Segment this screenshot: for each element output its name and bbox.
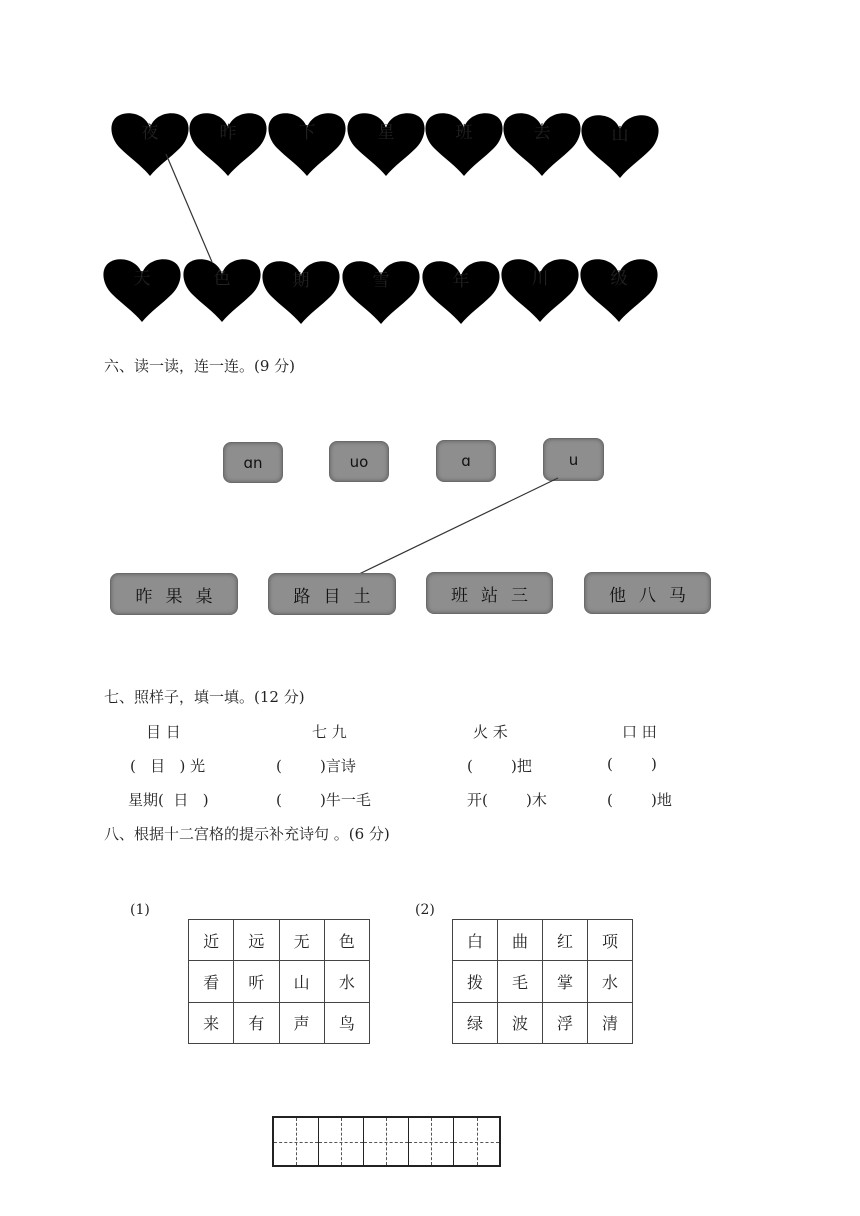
example-pair-4: 口 田 bbox=[622, 723, 657, 741]
fill-blank-2-2[interactable]: ( )牛一毛 bbox=[276, 791, 371, 809]
bottom-heart-char: 天 bbox=[133, 269, 151, 289]
grid-row bbox=[189, 961, 370, 1002]
bottom-heart-char: 雪 bbox=[372, 271, 390, 291]
bottom-heart-char: 川 bbox=[531, 269, 549, 289]
top-heart-char: 山 bbox=[611, 125, 629, 145]
grid-cell: 近 bbox=[189, 920, 234, 961]
grid1-label: (1) bbox=[130, 902, 150, 918]
grid-cell: 拨 bbox=[453, 961, 498, 1002]
grid-cell: 鸟 bbox=[324, 1002, 369, 1043]
grid-row bbox=[453, 1002, 633, 1043]
top-heart-char: 去 bbox=[533, 123, 551, 143]
grid-cell: 远 bbox=[234, 920, 279, 961]
grid-cell: 水 bbox=[588, 961, 633, 1002]
word-card-1[interactable] bbox=[110, 573, 238, 615]
tian-grid-cell[interactable] bbox=[319, 1118, 364, 1165]
grid-cell: 山 bbox=[279, 961, 324, 1002]
fill-blank-2-1[interactable]: 星期( 日 ) bbox=[128, 791, 209, 809]
grid-row bbox=[189, 1002, 370, 1043]
bottom-heart-char: 期 bbox=[292, 271, 310, 291]
word-card-4[interactable] bbox=[584, 572, 711, 614]
grid-row bbox=[189, 920, 370, 961]
grid-cell: 浮 bbox=[543, 1002, 588, 1043]
section6-title: 六、读一读，连一连。(9 分) bbox=[104, 357, 296, 375]
fill-blank-1-3[interactable]: ( )把 bbox=[467, 757, 532, 775]
fill-blank-2-3[interactable]: 开( )木 bbox=[467, 791, 547, 809]
sound-label: uo bbox=[349, 452, 369, 471]
hint-grid-1 bbox=[188, 919, 370, 1044]
grid-cell: 无 bbox=[279, 920, 324, 961]
word-card-2[interactable] bbox=[268, 573, 396, 615]
top-heart-char: 班 bbox=[455, 123, 473, 143]
fill-blank-1-1[interactable]: ( 目 ) 光 bbox=[130, 757, 206, 775]
tian-grid-cell[interactable] bbox=[409, 1118, 454, 1165]
word-group: 路目土 bbox=[293, 586, 384, 607]
grid-row bbox=[453, 961, 633, 1002]
word-group: 班站三 bbox=[451, 585, 541, 606]
fill-blank-1-4[interactable]: ( ) bbox=[607, 755, 657, 773]
sound-label: ɑn bbox=[243, 453, 263, 472]
sound-label: ɑ bbox=[461, 452, 471, 470]
grid-cell: 掌 bbox=[543, 961, 588, 1002]
word-group: 昨果桌 bbox=[135, 586, 226, 607]
example-pair-1: 目 日 bbox=[146, 723, 181, 741]
grid-cell: 项 bbox=[588, 920, 633, 961]
answer-writing-grid[interactable] bbox=[272, 1116, 501, 1167]
grid-cell: 听 bbox=[234, 961, 279, 1002]
fill-blank-1-2[interactable]: ( )言诗 bbox=[276, 757, 356, 775]
hint-grid-2 bbox=[452, 919, 633, 1044]
grid-cell: 毛 bbox=[498, 961, 543, 1002]
grid-cell: 来 bbox=[189, 1002, 234, 1043]
example-connection-line bbox=[355, 478, 558, 576]
top-heart-char: 昨 bbox=[219, 123, 237, 143]
grid-cell: 曲 bbox=[498, 920, 543, 961]
grid-cell: 有 bbox=[234, 1002, 279, 1043]
bottom-heart-char: 色 bbox=[213, 269, 231, 289]
sound-label: u bbox=[568, 450, 579, 469]
grid-row bbox=[453, 920, 633, 961]
tian-grid-cell[interactable] bbox=[274, 1118, 319, 1165]
fill-blank-2-4[interactable]: ( )地 bbox=[607, 791, 672, 809]
tian-grid-cell[interactable] bbox=[364, 1118, 409, 1165]
top-heart-char: 星 bbox=[377, 123, 395, 143]
grid-cell: 声 bbox=[279, 1002, 324, 1043]
grid-cell: 波 bbox=[498, 1002, 543, 1043]
word-card-3[interactable] bbox=[426, 572, 553, 614]
example-pair-3: 火 禾 bbox=[473, 723, 508, 741]
grid-cell: 白 bbox=[453, 920, 498, 961]
top-heart-char: 下 bbox=[298, 123, 316, 143]
grid-cell: 看 bbox=[189, 961, 234, 1002]
section8-title: 八、根据十二宫格的提示补充诗句 。(6 分) bbox=[104, 825, 390, 843]
grid2-label: (2) bbox=[415, 902, 435, 918]
bottom-heart-char: 年 bbox=[452, 271, 470, 291]
word-group: 他八马 bbox=[609, 585, 699, 606]
tian-grid-cell[interactable] bbox=[454, 1118, 499, 1165]
grid-cell: 绿 bbox=[453, 1002, 498, 1043]
grid-cell: 清 bbox=[588, 1002, 633, 1043]
section7-title: 七、照样子，填一填。(12 分) bbox=[104, 688, 305, 706]
grid-cell: 红 bbox=[543, 920, 588, 961]
bottom-heart-char: 级 bbox=[610, 269, 628, 289]
grid-cell: 水 bbox=[324, 961, 369, 1002]
top-heart-char: 夜 bbox=[141, 123, 159, 143]
example-pair-2: 七 九 bbox=[312, 723, 347, 741]
grid-cell: 色 bbox=[324, 920, 369, 961]
